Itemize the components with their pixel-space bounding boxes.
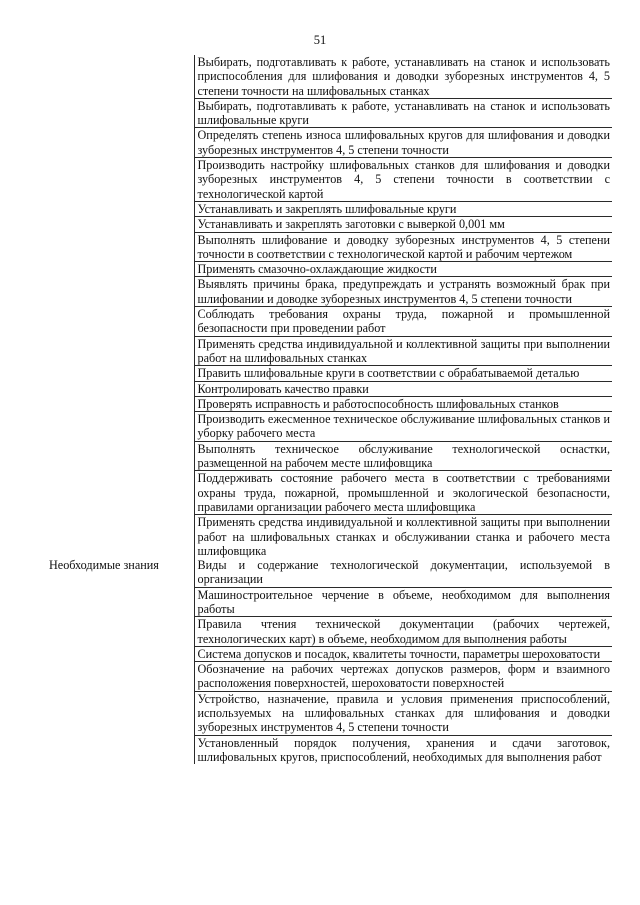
table-row (46, 55, 612, 98)
table-row (46, 617, 612, 647)
skills-item: Устанавливать и закреплять заготовки с выверкой 0,001 мм (194, 217, 612, 232)
knowledge-item: Устройство, назначение, правила и условия применения приспособлений, используемых на шлифовальных станках для шлифования и доводки зуборезных инструментов 4, 5 степени точности (194, 691, 612, 735)
page-number: 51 (313, 33, 327, 47)
skills-item: Выявлять причины брака, предупреждать и устранять возможный брак при шлифовании и доводке зуборезных инструментов 4, 5 степени точности (194, 277, 612, 307)
knowledge-block (46, 558, 612, 764)
knowledge-section-label: Необходимые знания (46, 558, 194, 587)
skills-item: Определять степень износа шлифовальных кругов для шлифования и доводки зуборезных инструментов 4, 5 степени точности (194, 128, 612, 158)
table-row (46, 396, 612, 411)
table-row (46, 587, 612, 617)
table-row (46, 336, 612, 366)
section-label-spacer (46, 515, 194, 558)
skills-item: Выполнять техническое обслуживание технологической оснастки, размещенной на рабочем месте шлифовщика (194, 441, 612, 471)
table-row (46, 217, 612, 232)
section-label-spacer (46, 646, 194, 661)
skills-item: Соблюдать требования охраны труда, пожарной и промышленной безопасности при проведении работ (194, 307, 612, 337)
knowledge-item: Система допусков и посадок, квалитеты точности, параметры шероховатости (194, 646, 612, 661)
skills-item: Производить настройку шлифовальных станков для шлифования и доводки зуборезных инструментов 4, 5 степени точности в соответствии с технологической картой (194, 158, 612, 202)
section-label-spacer (46, 735, 194, 764)
section-label-spacer (46, 366, 194, 381)
table-row (46, 412, 612, 442)
skills-item: Проверять исправность и работоспособность шлифовальных станков (194, 396, 612, 411)
section-label-spacer (46, 262, 194, 277)
table-row (46, 441, 612, 471)
section-label-spacer (46, 201, 194, 216)
table-row (46, 98, 612, 128)
section-label-spacer (46, 587, 194, 617)
knowledge-item: Виды и содержание технологической документации, используемой в организации (194, 558, 612, 587)
knowledge-item: Установленный порядок получения, хранения и сдачи заготовок, шлифовальных кругов, приспособлений, необходимых для выполнения работ (194, 735, 612, 764)
skills-item: Выбирать, подготавливать к работе, устанавливать на станок и использовать приспособления для шлифования и доводки зуборезных инструментов 4, 5 степени точности на шлифовальных станках (194, 55, 612, 98)
section-label-spacer (46, 336, 194, 366)
knowledge-item: Правила чтения технической документации (рабочих чертежей, технологических карт) в объеме, необходимом для выполнения работы (194, 617, 612, 647)
skills-item: Устанавливать и закреплять шлифовальные круги (194, 201, 612, 216)
table-row (46, 232, 612, 262)
knowledge-item: Машиностроительное черчение в объеме, необходимом для выполнения работы (194, 587, 612, 617)
table-row (46, 262, 612, 277)
skills-item: Поддерживать состояние рабочего места в соответствии с требованиями охраны труда, пожарной, промышленной и экологической безопасности, правилами организации рабочего места шлифовщика (194, 471, 612, 515)
section-label-spacer (46, 232, 194, 262)
table-row (46, 646, 612, 661)
section-label-spacer (46, 381, 194, 396)
table-row (46, 471, 612, 515)
table-row (46, 691, 612, 735)
section-label-spacer (46, 441, 194, 471)
skills-block (46, 55, 612, 558)
section-label-spacer (46, 217, 194, 232)
table-row (46, 662, 612, 692)
section-label-spacer (46, 617, 194, 647)
section-label-spacer (46, 128, 194, 158)
section-label-spacer (46, 98, 194, 128)
section-label-spacer (46, 277, 194, 307)
table-row (46, 515, 612, 558)
section-label-spacer (46, 158, 194, 202)
skills-section-label (46, 55, 194, 98)
requirements-table (46, 55, 612, 764)
skills-item: Контролировать качество правки (194, 381, 612, 396)
table-row (46, 128, 612, 158)
section-label-spacer (46, 412, 194, 442)
table-row (46, 201, 612, 216)
table-row (46, 366, 612, 381)
section-label-spacer (46, 662, 194, 692)
table-row (46, 735, 612, 764)
section-label-spacer (46, 691, 194, 735)
table-row (46, 158, 612, 202)
table-row (46, 558, 612, 587)
skills-item: Выполнять шлифование и доводку зуборезных инструментов 4, 5 степени точности в соответствии с технологической картой и рабочим чертежом (194, 232, 612, 262)
knowledge-item: Обозначение на рабочих чертежах допусков размеров, форм и взаимного расположения поверхностей, шероховатости поверхностей (194, 662, 612, 692)
table-row (46, 307, 612, 337)
skills-item: Применять средства индивидуальной и коллективной защиты при выполнении работ на шлифовальных станках и обслуживании станка и рабочего места шлифовщика (194, 515, 612, 558)
section-label-spacer (46, 307, 194, 337)
skills-item: Применять средства индивидуальной и коллективной защиты при выполнении работ на шлифовальных станках (194, 336, 612, 366)
skills-item: Применять смазочно-охлаждающие жидкости (194, 262, 612, 277)
table-row (46, 277, 612, 307)
table-row (46, 381, 612, 396)
skills-item: Выбирать, подготавливать к работе, устанавливать на станок и использовать шлифовальные круги (194, 98, 612, 128)
section-label-spacer (46, 471, 194, 515)
skills-item: Править шлифовальные круги в соответствии с обрабатываемой деталью (194, 366, 612, 381)
section-label-spacer (46, 396, 194, 411)
skills-item: Производить ежесменное техническое обслуживание шлифовальных станков и уборку рабочего места (194, 412, 612, 442)
